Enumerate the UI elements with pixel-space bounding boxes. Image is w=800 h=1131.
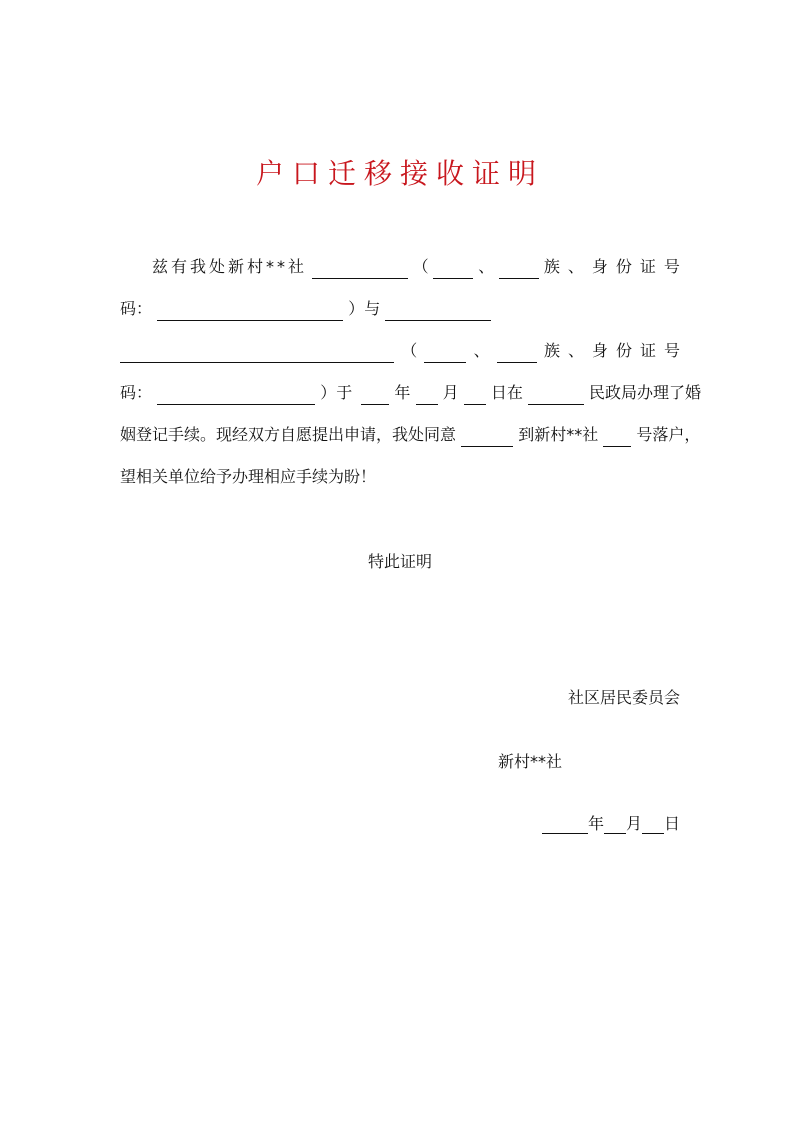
- gender-blank[interactable]: [433, 261, 473, 279]
- body-text: （: [401, 341, 418, 360]
- body-text: 年: [394, 383, 411, 402]
- partner-name-continued-blank[interactable]: [120, 345, 394, 363]
- body-line-4: [120, 381, 702, 405]
- signature-date: [542, 811, 680, 834]
- ethnicity-blank[interactable]: [499, 261, 539, 279]
- person-blank[interactable]: [461, 429, 513, 447]
- year-blank[interactable]: [361, 387, 389, 405]
- partner-id-number-blank[interactable]: [157, 387, 315, 405]
- body-text: ）与: [348, 299, 381, 318]
- signature-unit: 新村**社: [497, 752, 562, 771]
- body-line-1: [120, 255, 688, 279]
- month-blank[interactable]: [416, 387, 438, 405]
- body-text: 民政局办理了婚: [589, 383, 702, 402]
- body-line-2: [120, 297, 680, 321]
- body-text: 到新村**社: [518, 425, 599, 444]
- signature-month-label: 月: [625, 814, 642, 833]
- name-blank[interactable]: [312, 261, 408, 279]
- signature-month-blank[interactable]: [604, 816, 626, 834]
- body-text: 姻登记手续。现经双方自愿提出申请，我处同意: [120, 425, 457, 444]
- body-text: 族、身份证号: [543, 341, 688, 360]
- civil-affairs-bureau-blank[interactable]: [528, 387, 584, 405]
- partner-gender-blank[interactable]: [424, 345, 466, 363]
- body-text: 望相关单位给予办理相应手续为盼！: [120, 467, 377, 486]
- partner-ethnicity-blank[interactable]: [497, 345, 537, 363]
- closing-text: 特此证明: [367, 552, 432, 571]
- body-text: 兹有我处新村**社: [152, 257, 308, 276]
- partner-name-blank[interactable]: [385, 303, 491, 321]
- signature-day-label: 日: [663, 814, 680, 833]
- signature-year-blank[interactable]: [542, 816, 588, 834]
- body-text: 码：: [120, 299, 153, 318]
- id-number-blank[interactable]: [157, 303, 343, 321]
- body-text: 号落户，: [636, 425, 701, 444]
- day-blank[interactable]: [464, 387, 486, 405]
- body-text: 码：: [120, 383, 153, 402]
- body-text: 月: [442, 383, 459, 402]
- body-line-3: [120, 339, 688, 363]
- signature-day-blank[interactable]: [642, 816, 664, 834]
- body-text: 日在: [490, 383, 523, 402]
- document-title: 户口迁移接收证明: [255, 157, 544, 190]
- body-text: ）于: [320, 383, 353, 402]
- signature-organization: 社区居民委员会: [567, 688, 680, 707]
- body-text: 族、身份证号: [543, 257, 688, 276]
- house-number-blank[interactable]: [603, 429, 631, 447]
- body-line-6: [120, 465, 680, 489]
- body-text: 、: [478, 257, 495, 276]
- body-text: （: [412, 257, 429, 276]
- signature-year-label: 年: [587, 814, 604, 833]
- body-text: 、: [473, 341, 490, 360]
- body-line-5: [120, 423, 701, 447]
